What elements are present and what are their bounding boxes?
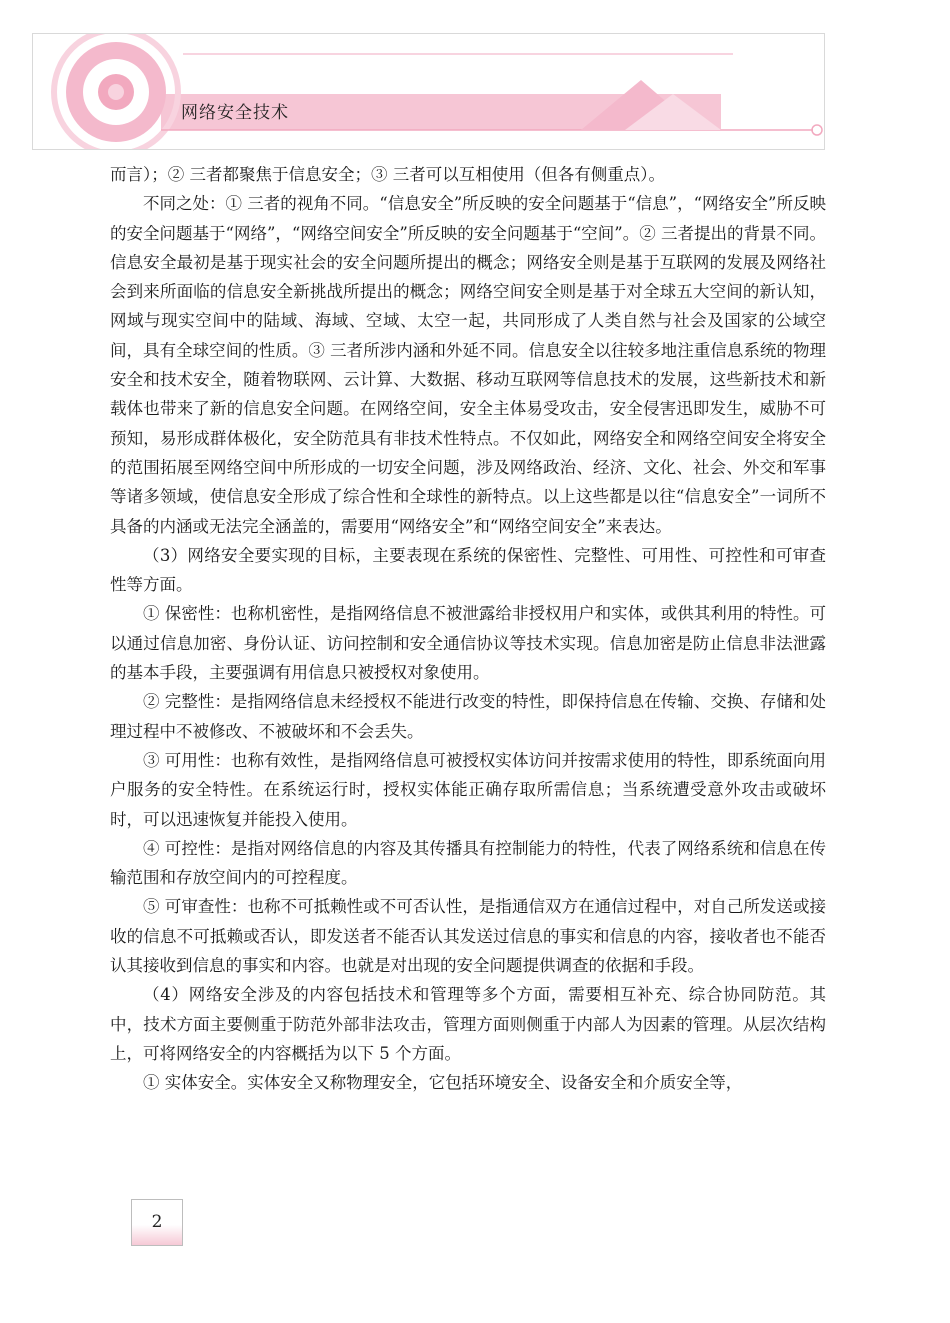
page-number: 2 [151, 1212, 163, 1232]
paragraph: （3）网络安全要实现的目标，主要表现在系统的保密性、完整性、可用性、可控性和可审查性等方面。 [110, 545, 826, 595]
page-number-box [131, 1199, 183, 1246]
header-end-dot [812, 125, 822, 135]
paragraph: ① 保密性：也称机密性，是指网络信息不被泄露给非授权用户和实体，或供其利用的特性。可以通过信息加密、身份认证、访问控制和安全通信协议等技术实现。信息加密是防止信息非法泄露的基本手段，主要强调有用信息只被授权对象使用。 [110, 604, 826, 683]
circle-core-highlight [108, 84, 124, 100]
paragraph: 而言）；② 三者都聚焦于信息安全；③ 三者可以互相使用（但各有侧重点）。 [110, 165, 665, 184]
paragraph: （4）网络安全涉及的内容包括技术和管理等多个方面，需要相互补充、综合协同防范。其中，技术方面主要侧重于防范外部非法攻击，管理方面则侧重于内部人为因素的管理。从层次结构上，可将网络安全的内容概括为以下 5 个方面。 [110, 985, 826, 1063]
paragraph: 不同之处：① 三者的视角不同。“信息安全”所反映的安全问题基于“信息”，“网络安全”所反映的安全问题基于“网络”，“网络空间安全”所反映的安全问题基于“空间”。② 三者提出的背景不同。信息安全最初是基于现实社会的安全问题所提出的概念；网络安全则是基于互联网的发展及网络社会到来所面临的信息安全新挑战所提出的概念；网络空间安全则是基于对全球五大空间的新认知，网域与现实空间中的陆域、海域、空域、太空一起，共同形成了人类自然与社会及国家的公域空间，具有全球空间的性质。③ 三者所涉内涵和外延不同。信息安全以往较多地注重信息系统的物理安全和技术安全，随着物联网、云计算、大数据、移动互联网等信息技术的发展，这些新技术和新载体也带来了新的信息安全问题。在网络空间，安全主体易受攻击，安全侵害迅即发生，威胁不可预知，易形成群体极化，安全防范具有非技术性特点。不仅如此，网络安全和网络空间安全将安全的范围拓展至网络空间中所形成的一切安全问题，涉及网络政治、经济、文化、社会、外交和军事等诸多领域，使信息安全形成了综合性和全球性的新特点。以上这些都是以往“信息安全”一词所不具备的内涵或无法完全涵盖的，需要用“网络安全”和“网络空间安全”来表达。 [110, 194, 826, 536]
paragraph: ③ 可用性：也称有效性，是指网络信息可被授权实体访问并按需求使用的特性，即系统面向用户服务的安全特性。在系统运行时，授权实体能正确存取所需信息；当系统遭受意外攻击或破坏时，可以迅速恢复并能投入使用。 [110, 750, 826, 829]
paragraph: ② 完整性：是指网络信息未经授权不能进行改变的特性，即保持信息在传输、交换、存储和处理过程中不被修改、不被破坏和不会丢失。 [110, 692, 826, 741]
paragraph: ① 实体安全。实体安全又称物理安全，它包括环境安全、设备安全和介质安全等， [143, 1073, 743, 1093]
body-text [110, 160, 826, 1098]
running-header-title: 网络安全技术 [181, 103, 289, 123]
page-header [32, 33, 825, 150]
paragraph: ⑤ 可审查性：也称不可抵赖性或不可否认性，是指通信双方在通信过程中，对自己所发送或接收的信息不可抵赖或否认，即发送者不能否认其发送过信息的事实和信息的内容，接收者也不能否认其接收到信息的事实和内容。也就是对出现的安全问题提供调查的依据和手段。 [110, 897, 826, 976]
header-decoration [33, 34, 825, 150]
paragraph: ④ 可控性：是指对网络信息的内容及其传播具有控制能力的特性，代表了网络系统和信息在传输范围和存放空间内的可控程度。 [110, 838, 826, 888]
